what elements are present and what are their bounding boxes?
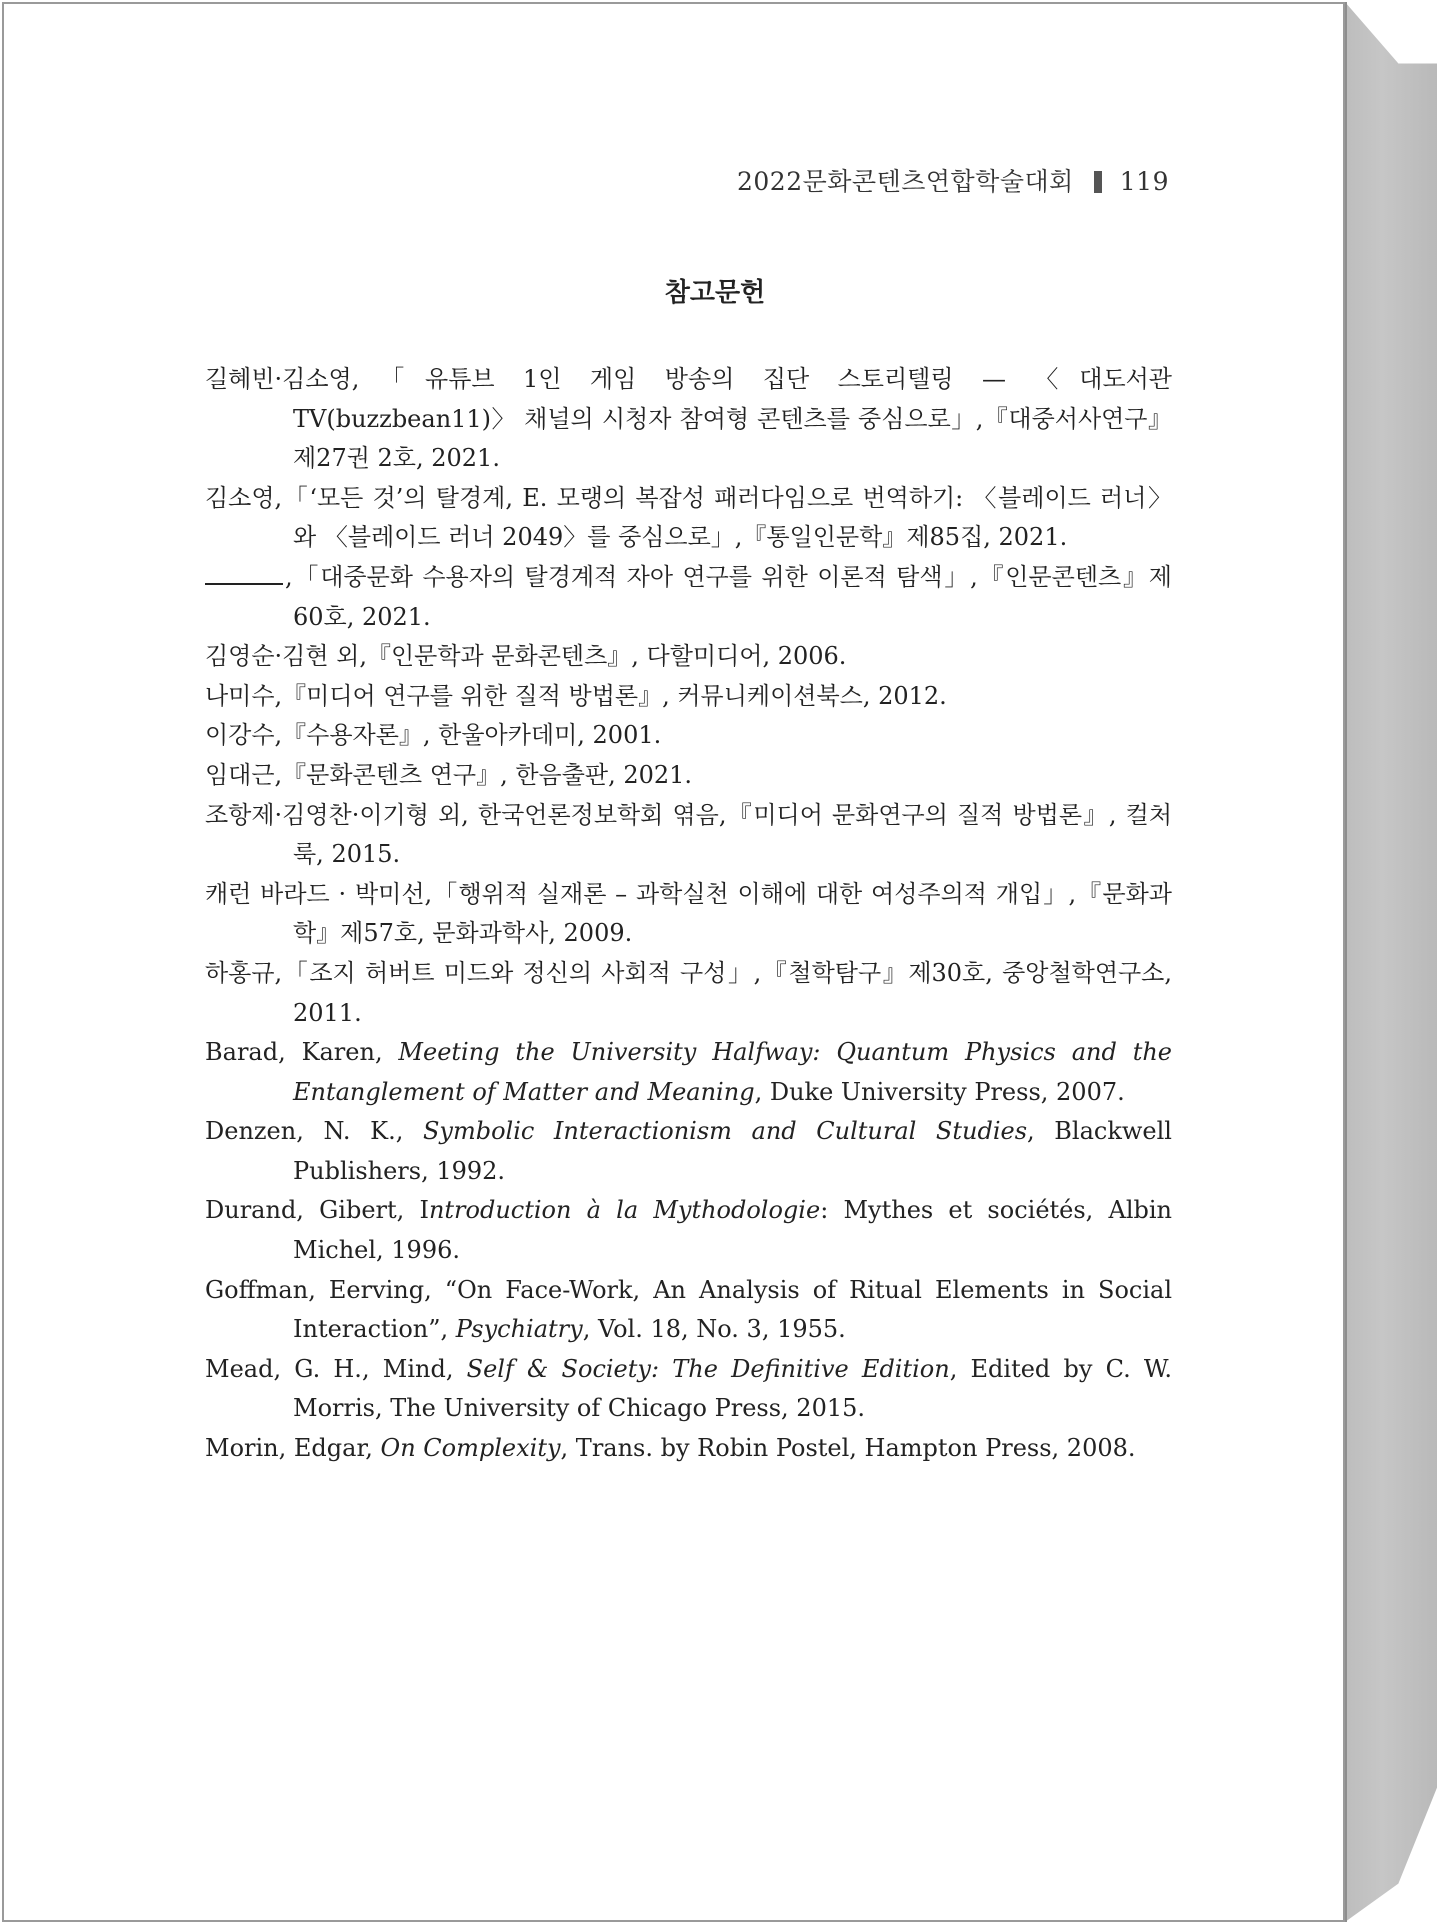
reference-entry: 하홍규,「조지 허버트 미드와 정신의 사회적 구성」,『철학탐구』제30호, 중앙철학연구소, 2011. (205, 958, 1172, 1027)
section-title: 참고문헌 (664, 278, 766, 308)
ditto-line (205, 563, 283, 585)
reference-entry: Denzen, N. K., Symbolic Interactionism and Cultural Studies, Blackwell Publishers, 1992. (205, 1117, 1172, 1185)
reference-entry: Goffman, Eerving, “On Face-Work, An Analysis of Ritual Elements in Social Interaction”, Psychiatry, Vol. 18, No. 3, 1955. (205, 1275, 1172, 1344)
page-number: 119 (1119, 167, 1169, 196)
reference-entry: Barad, Karen, Meeting the University Halfway: Quantum Physics and the Entanglement of Matter and Meaning, Duke University Press, 2007. (205, 1038, 1172, 1106)
reference-entry: 나미수,『미디어 연구를 위한 질적 방법론』, 커뮤니케이션북스, 2012. (205, 681, 947, 710)
reference-entry: Mead, G. H., Mind, Self & Society: The Definitive Edition, Edited by C. W. Morris, The University of Chicago Press, 2015. (205, 1354, 1172, 1423)
reference-entry: 김소영,「‘모든 것’의 탈경계, E. 모랭의 복잡성 패러다임으로 번역하기: 〈블레이드 러너〉와 〈블레이드 러너 2049〉를 중심으로」,『통일인문학』제85집, 2021. (205, 483, 1172, 552)
reference-entry: 캐런 바라드 · 박미선,「행위적 실재론 – 과학실천 이해에 대한 여성주의적 개입」,『문화과학』제57호, 문화과학사, 2009. (205, 879, 1172, 948)
reference-entry: 임대근,『문화콘텐츠 연구』, 한음출판, 2021. (205, 760, 693, 789)
header-separator (1094, 171, 1102, 193)
reference-entry: 길혜빈·김소영,「유튜브 1인 게임 방송의 집단 스토리텔링 — 〈대도서관 TV(buzzbean11)〉 채널의 시청자 참여형 콘텐츠를 중심으로」,『대중서사연구』제27권 2호, 2021. (205, 365, 1172, 473)
reference-entry: Morin, Edgar, On Complexity, Trans. by Robin Postel, Hampton Press, 2008. (205, 1434, 1136, 1463)
reference-entry: Durand, Gibert, Introduction à la Mythodologie: Mythes et sociétés, Albin Michel, 1996. (205, 1196, 1173, 1265)
running-title: 2022문화콘텐츠연합학술대회 (737, 167, 1074, 196)
reference-entry: 조항제·김영찬·이기형 외, 한국언론정보학회 엮음,『미디어 문화연구의 질적 방법론』, 컬처룩, 2015. (205, 800, 1172, 869)
running-header (737, 162, 1169, 198)
reference-entry: 이강수,『수용자론』, 한울아카데미, 2001. (205, 721, 662, 750)
reference-entry: 김영순·김현 외,『인문학과 문화콘텐츠』, 다할미디어, 2006. (205, 642, 847, 671)
reference-entry: ,「대중문화 수용자의 탈경계적 자아 연구를 위한 이론적 탐색」,『인문콘텐츠』제60호, 2021. (205, 558, 1172, 637)
reference-list (205, 360, 1172, 1469)
